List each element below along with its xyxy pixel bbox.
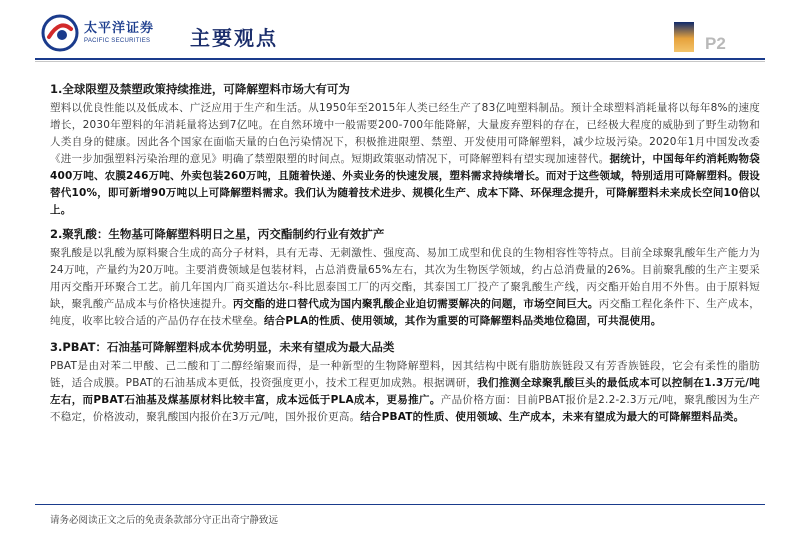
page-number: P2 <box>705 34 726 53</box>
section-2-title: 2.聚乳酸：生物基可降解塑料明日之星，丙交酯制约行业有效扩产 <box>50 227 385 241</box>
text-run-bold: 我们推测全球聚乳酸巨头的最低成本可以控制在1.3万元/吨左右，而PBAT石油基及煤基原材料比较丰富，成本远低于PLA成本，更易推广。 <box>50 377 760 406</box>
header-divider <box>35 58 765 60</box>
text-run: 塑料以优良性能以及低成本、广泛应用于生产和生活。从1950年至2015年人类已经生产了83亿吨塑料制品。预计全球塑料消耗量将以每年8%的速度增长，2030年塑料的年消耗量将达到7亿吨。在自然环境中一般需要200-700年能降解，大量废弃塑料的存在，已经极大程度的威胁到了野生动物和人类自身的健康。因此各个国家在面临天量的白色污染情况下，积极推进限塑、禁塑、开发使用可降解塑料，减少垃圾污染。2020年1月中国发改委《进一步加强塑料污染治理的意见》明确了禁塑限塑的时间点。短期政策驱动情况下，可降解塑料有望实现加速替代。 <box>50 102 760 165</box>
page-header <box>0 0 800 68</box>
corner-decoration <box>674 22 694 52</box>
section-1-title: 1.全球限塑及禁塑政策持续推进，可降解塑料市场大有可为 <box>50 82 350 96</box>
footer-disclaimer: 请务必阅读正文之后的免责条款部分守正出奇宁静致远 <box>50 515 279 526</box>
text-run-bold: 结合PBAT的性质、使用领域、生产成本，未来有望成为最大的可降解塑料品类。 <box>360 411 745 423</box>
company-logo <box>40 10 168 56</box>
text-run: PBAT是由对苯二甲酸、己二酸和丁二醇经缩聚而得，是一种新型的生物降解塑料，因其结构中既有脂肪族链段又有芳香族链段，它会有柔性的脂肪链，适合成膜。PBAT的石油基成本更低，投资强度更小，技术工程更加成熟。根据调研， <box>50 360 760 389</box>
section-1-paragraph <box>50 100 760 219</box>
logo-chinese-name: 太平洋证券 <box>84 21 155 36</box>
section-3 <box>50 336 760 426</box>
section-1 <box>50 78 760 219</box>
text-run: 产品价格方面：目前PBAT报价是2.2-2.3万元/吨，聚乳酸因为生产不稳定，价格波动，聚乳酸国内报价在3万元/吨，国外报价更高。 <box>50 394 760 423</box>
section-3-paragraph <box>50 358 760 426</box>
text-run-bold: 结合PLA的性质、使用领域，其作为重要的可降解塑料品类地位稳固，可共混使用。 <box>264 315 662 327</box>
footer-divider <box>35 504 765 505</box>
text-run: 聚乳酸是以乳酸为原料聚合生成的高分子材料，具有无毒、无刺激性、强度高、易加工成型和优良的生物相容性等特点。目前全球聚乳酸年生产能力为24万吨，产量约为20万吨。主要消费领域是包装材料，占总消费量65%左右，其次为生物医学领域，约占总消费量的26%。目前聚乳酸的生产主要采用丙交酯开环聚合工艺。前几年国内厂商买道达尔-科比恩泰国工厂的丙交酯，其泰国工厂投产了聚乳酸生产线，丙交酯开始自用不外售。由于原料短缺，聚乳酸产品成本与价格快速提升。 <box>50 247 760 310</box>
text-run-bold: 据统计，中国每年约消耗购物袋400万吨、农膜246万吨、外卖包装260万吨，且随着快递、外卖业务的快速发展，塑料需求持续增长。而对于这些领域，特别适用可降解塑料。假设替代10%，即可新增90万吨以上可降解塑料需求。我们认为随着技术进步、规模化生产、成本下降、环保理念提升，可降解塑料未来成长空间10倍以上。 <box>50 153 760 216</box>
text-run-bold: 丙交酯的进口替代成为国内聚乳酸企业迫切需要解决的问题，市场空间巨大。 <box>232 298 599 310</box>
header-divider-thin <box>35 61 765 62</box>
section-3-title: 3.PBAT：石油基可降解塑料成本优势明显，未来有望成为最大品类 <box>50 340 395 354</box>
section-2-paragraph <box>50 245 760 330</box>
logo-emblem-icon <box>40 13 80 53</box>
report-body <box>50 76 760 432</box>
section-2 <box>50 223 760 330</box>
page-title: 主要观点 <box>190 26 278 50</box>
text-run: 丙交酯工程化条件下、生产成本，纯度，收率比较合适的产品仍存在技术壁垒。 <box>50 298 760 327</box>
logo-english-name: PACIFIC SECURITIES <box>84 38 151 44</box>
